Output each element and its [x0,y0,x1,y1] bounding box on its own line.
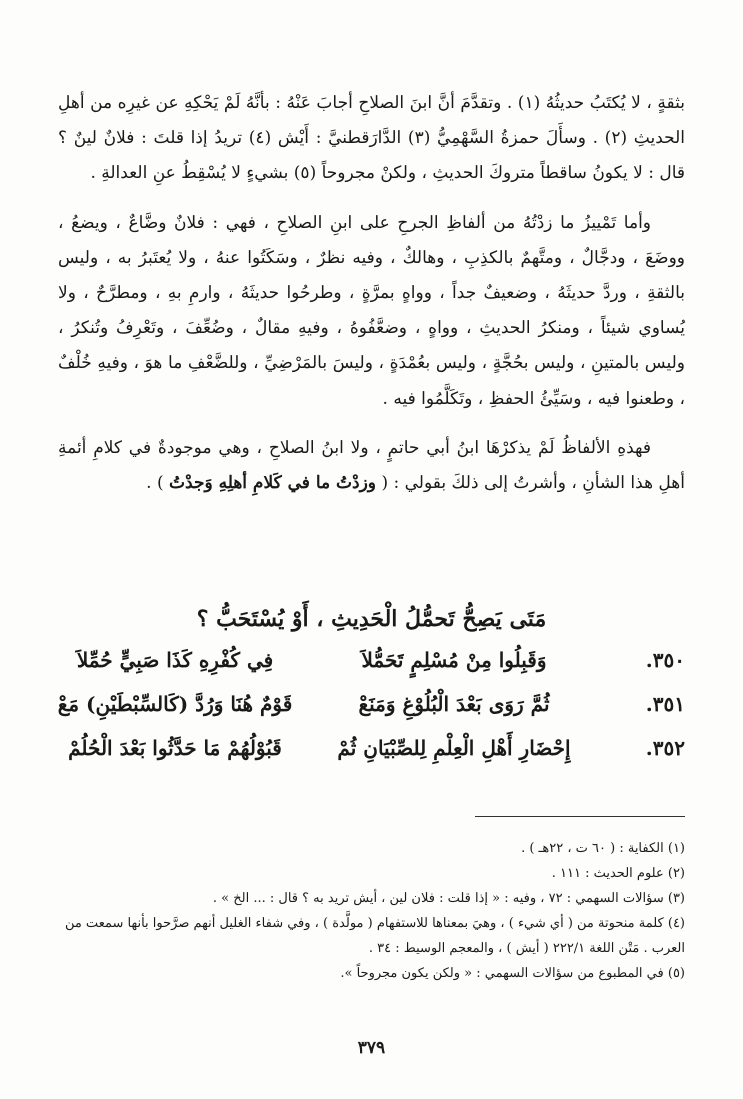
footnote-divider [475,816,685,817]
footnote: (٢) علوم الحديث : ١١١ . [551,866,685,881]
verse-first-hemistich: إِحْضَارِ أَهْلِ الْعِلْمِ لِلصِّبْيَانِ ثُمْ [337,736,571,760]
verse-number: ٣٥٠. [645,648,685,672]
verse-line [40,736,685,780]
verse-second-hemistich: قَوْمٌ هُنَا وَرُدَّ (كَالسِّبْطَيْنِ) مَعْ [57,692,293,716]
footnote: (٤) كلمة منحوتة من ( أي شيء ) ، وهيَ بمعناها للاستفهام ( مولَّدة ) ، وفي شفاء الغليل أنهم صرَّحوا بأنها سمعت من العرب . مَتْن اللغة ٢٢٢/١ ( أيش ) ، والمعجم الوسيط : ٣٤ . [64,916,685,956]
verse-number: ٣٥٢. [645,736,685,760]
page-number: ٣٧٩ [357,1038,386,1058]
footnote: (٣) سؤالات السهمي : ٧٢ ، وفيه : « إذا قلت : فلان لين ، أيش تريد به ؟ قال : ... الخ » . [212,891,685,906]
verse-line [40,648,685,692]
verse-second-hemistich: قَبُوْلُهُمْ مَا حَدَّثُوا بَعْدَ الْحُلُمْ [68,736,282,760]
footnote: (١) الكفاية : ( ٦٠ ت ، ٢٢هـ ) . [521,841,685,856]
paragraph-3 [58,431,685,501]
footnotes [58,836,685,986]
verse-first-hemistich: ثُمَّ رَوَى بَعْدَ الْبُلُوْغِ وَمَنَعْ [358,692,550,716]
paragraph-2: وأما تَمْييزُ ما زدْتُهُ من ألفاظِ الجرحِ على ابنِ الصلاحِ ، فهي : فلانٌ وضَّاعٌ ، ويضعُ ، ووضَعَ ، ودجَّالٌ ، ومتَّهمٌ بالكذِبِ ، وهالكٌ ، وفيه نظرٌ ، وسَكَتُوا عنهُ ، ولا يُعتَبرُ به ، وليس بالثقةِ ، وردَّ حديثَهُ ، وضعيفٌ جداً ، وواهٍ بمرَّةٍ ، وطرحُوا حديثَهُ ، وارمِ بهِ ، ومطرَّحٌ ، ولا يُساوي شيئاً ، ومنكرُ الحديثِ ، وواهٍ ، وضعَّفُوهُ ، وفيهِ مقالٌ ، وضُعِّفَ ، وتَعْرِفُ وتُنكرُ ، وليس بالمتينِ ، وليس بحُجَّةٍ ، وليس بعُمْدَةٍ ، وليسَ بالمَرْضِيِّ ، وللضَّعْفِ ما هوَ ، وفيهِ خُلْفٌ ، وطعنوا فيه ، وسَيِّئُ الحفظِ ، وتَكَلَّمُوا فيه . [58,212,685,409]
paragraph-1: بثقةٍ ، لا يُكتَبُ حديثُهُ (١) . وتقدَّمَ أنَّ ابنَ الصلاحِ أجابَ عَنْهُ : بأنَّهُ لَمْ يَحْكِهِ عن غيرِه من أهلِ الحديثِ (٢) . وسأَلَ حمزةُ السَّهْمِيُّ (٣) الدَّارَقطنيَّ : أَيْش (٤) تريدُ إذا قلتَ : فلانٌ لينٌ ؟ قال : لا يكونُ ساقطاً متروكَ الحديثِ ، ولكنْ مجروحاً (٥) بشيءٍ لا يُسْقِطُ عنِ العدالةِ . [58,93,686,184]
verse-second-hemistich: فِي كُفْرِهِ كَذَا صَبِيٍّ حُمِّلاَ [76,648,274,672]
verse-first-hemistich: وَقَبِلُوا مِنْ مُسْلِمٍ تَحَمُّلاَ [361,648,547,672]
quoted-verse: وزدْتُ ما في كَلامِ أهلِهِ وَجدْتُ [169,473,377,494]
paragraph-3-close: ) . [146,473,164,494]
paragraph-3-text: فهذهِ الألفاظُ لَمْ يذكرْهَا ابنُ أبي حاتمٍ ، ولا ابنُ الصلاحِ ، وهي موجودةٌ في كلامِ أئمةِ أهلِ هذا الشأنِ ، وأشرتُ إلى ذلكَ بقولي : ( [58,437,685,494]
footnote: (٥) في المطبوع من سؤالات السهمي : « ولكن يكون مجروحاً ». [340,966,685,981]
section-heading: مَتَى يَصِحُّ تَحمُّلُ الْحَدِيثِ ، أَوْ يُسْتَحَبُّ ؟ [196,606,547,632]
main-text [58,86,685,501]
verse-number: ٣٥١. [645,692,685,716]
verse-line [40,692,685,736]
verse-block [40,648,685,780]
